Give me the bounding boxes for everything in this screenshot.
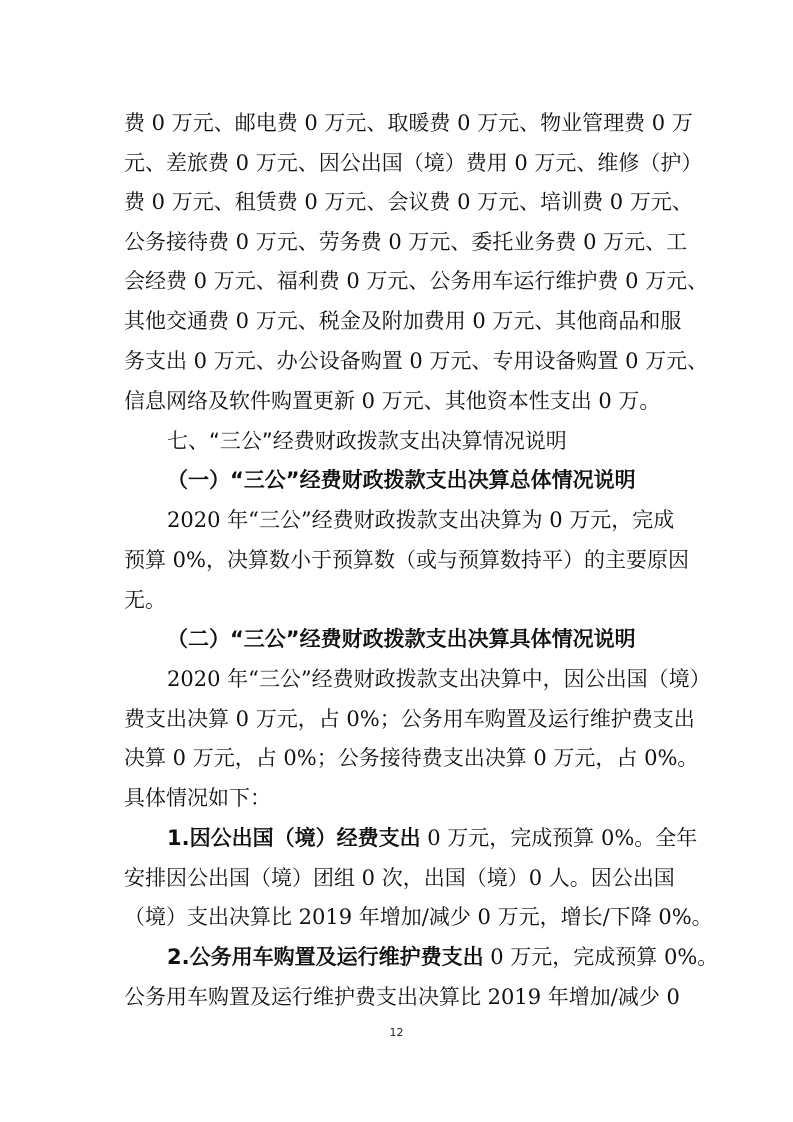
body-line: 务支出 0 万元、办公设备购置 0 万元、专用设备购置 0 万元、 [124,349,709,373]
body-line: 决算 0 万元，占 0%；公务接待费支出决算 0 万元，占 0%。 [124,746,699,770]
item-2-text: 0 万元，完成预算 0%。 [483,945,719,969]
body-line: 费 0 万元、租赁费 0 万元、会议费 0 万元、培训费 0 万元、 [124,190,693,214]
item-1-line [167,823,698,853]
subsection-heading: （一）“三公”经费财政拨款支出决算总体情况说明 [167,468,636,492]
page-number: 12 [389,1026,404,1039]
body-line: 其他交通费 0 万元、税金及附加费用 0 万元、其他商品和服 [124,309,682,333]
body-line: 信息网络及软件购置更新 0 万元、其他资本性支出 0 万。 [124,389,661,413]
body-line: 费支出决算 0 万元，占 0%；公务用车购置及运行维护费支出 [124,707,695,731]
item-2-line [167,942,719,972]
body-line: 2020 年“三公”经费财政拨款支出决算中，因公出国（境） [167,667,711,691]
body-line: 费 0 万元、邮电费 0 万元、取暖费 0 万元、物业管理费 0 万 [124,111,693,135]
body-line: 预算 0%，决算数小于预算数（或与预算数持平）的主要原因 [124,548,689,572]
item-2-title: 2.公务用车购置及运行维护费支出 [167,945,484,969]
body-line: 无。 [124,588,166,612]
item-1-title: 1.因公出国（境）经费支出 [167,826,421,850]
body-line: 会经费 0 万元、福利费 0 万元、公务用车运行维护费 0 万元、 [124,269,709,293]
section-heading: 七、“三公”经费财政拨款支出决算情况说明 [167,429,567,453]
body-line: 2020 年“三公”经费财政拨款支出决算为 0 万元，完成 [167,508,675,532]
body-line: 元、差旅费 0 万元、因公出国（境）费用 0 万元、维修（护） [124,151,703,175]
body-line: 具体情况如下： [124,786,271,810]
subsection-heading: （二）“三公”经费财政拨款支出决算具体情况说明 [167,627,636,651]
body-line: 公务接待费 0 万元、劳务费 0 万元、委托业务费 0 万元、工 [124,230,688,254]
body-line: 公务用车购置及运行维护费支出决算比 2019 年增加/减少 0 [124,985,680,1009]
item-1-text: 0 万元，完成预算 0%。全年 [420,826,698,850]
body-line: （境）支出决算比 2019 年增加/减少 0 万元，增长/下降 0%。 [124,905,713,929]
body-line: 安排因公出国（境）团组 0 次，出国（境）0 人。因公出国 [124,866,675,890]
